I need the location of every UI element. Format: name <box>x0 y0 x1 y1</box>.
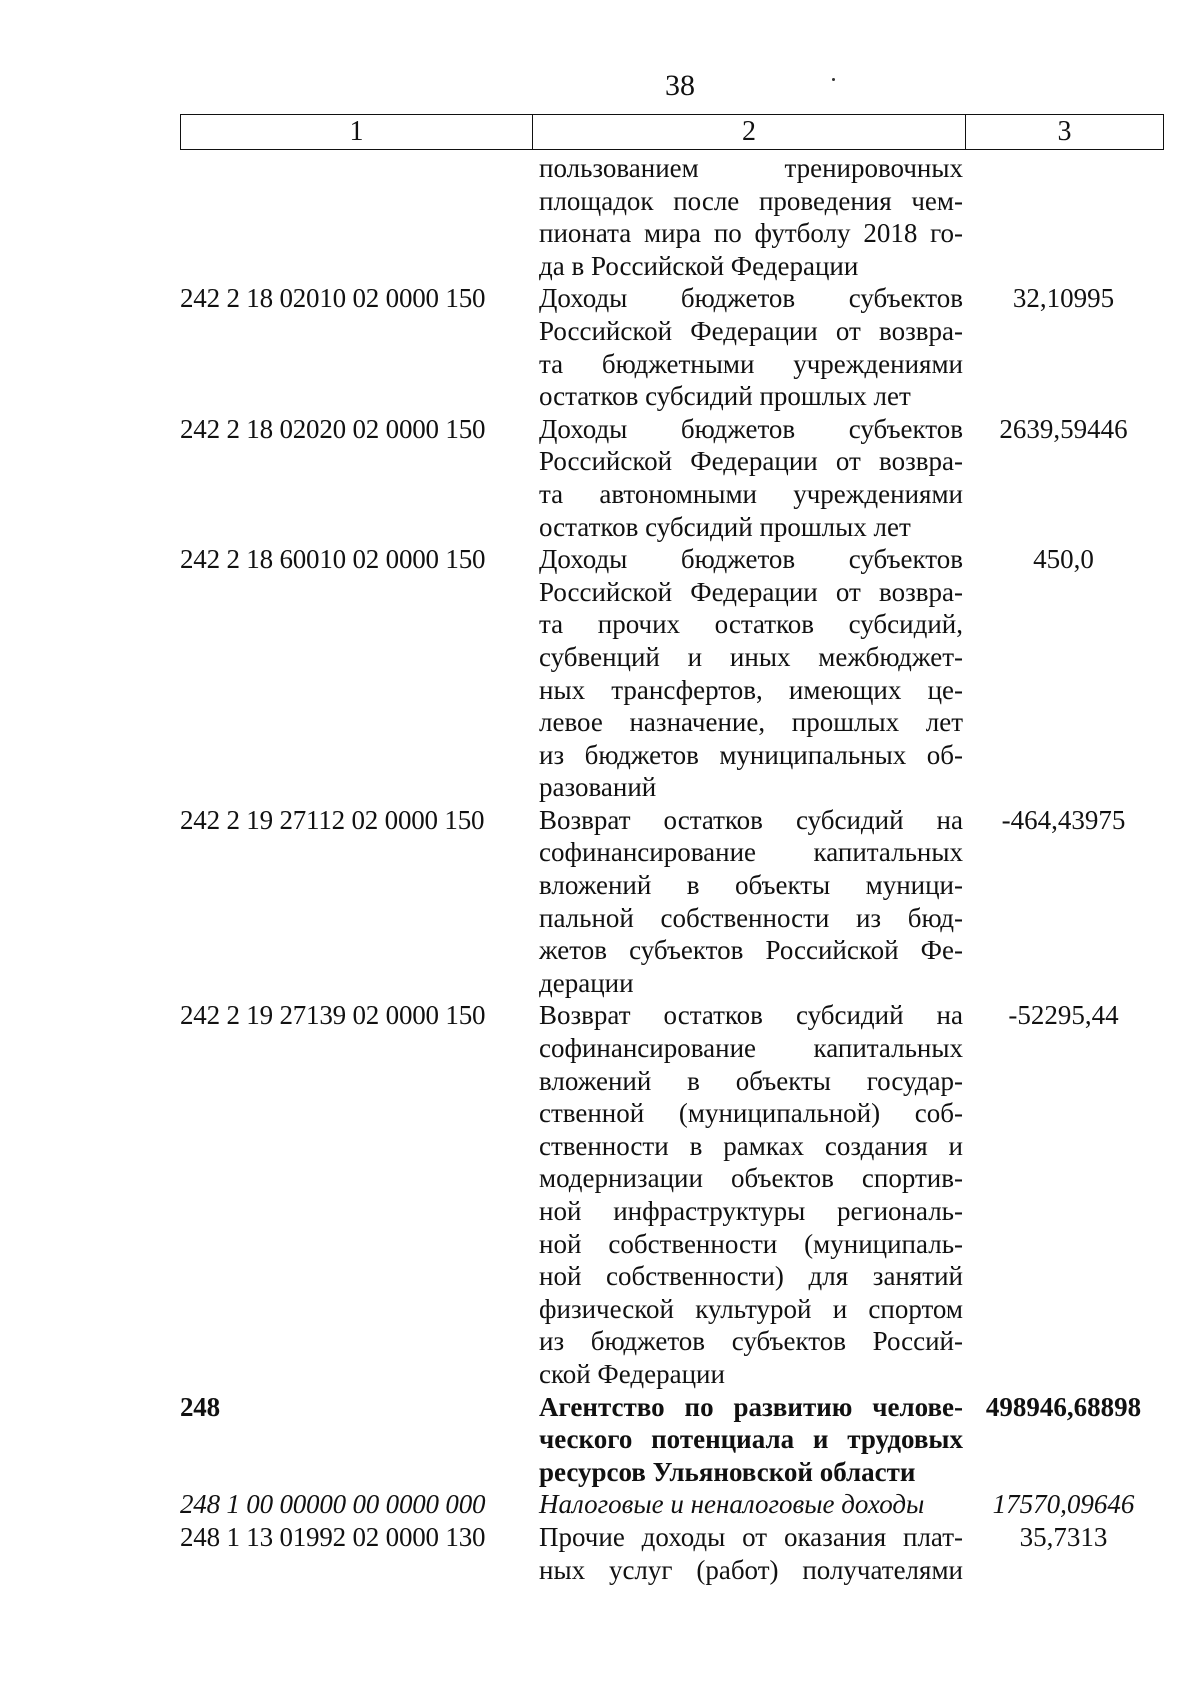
amount: 498946,68898 <box>985 1391 1142 1422</box>
description-line: Возврат остатков субсидий на <box>539 804 963 835</box>
table-row <box>180 999 1164 1390</box>
income-description <box>533 1391 963 1489</box>
description-line: софинансирование капитальных <box>539 837 963 868</box>
table-row <box>180 1488 1164 1521</box>
description-line: ных трансфертов, имеющих це- <box>539 674 963 705</box>
table-row <box>180 152 1164 282</box>
header-col-3: 3 <box>1057 116 1072 147</box>
amount: 35,7313 <box>1019 1521 1108 1552</box>
income-description <box>533 1488 963 1521</box>
description-line: ственной (муниципальной) соб- <box>539 1098 963 1129</box>
table-row <box>180 1391 1164 1489</box>
amount: 2639,59446 <box>999 413 1128 444</box>
income-description <box>533 999 963 1390</box>
income-description <box>533 1521 963 1586</box>
budget-code: 242 2 19 27112 02 0000 150 <box>180 804 485 835</box>
scan-speck <box>832 78 835 81</box>
description-line: ственности в рамках создания и <box>539 1130 963 1161</box>
budget-code: 242 2 18 02010 02 0000 150 <box>180 283 486 314</box>
description-line: жетов субъектов Российской Фе- <box>539 935 963 966</box>
description-line: ресурсов Ульяновской области <box>539 1456 916 1487</box>
description-line: пионата мира по футболу 2018 го- <box>539 218 963 249</box>
description-line: Налоговые и неналоговые доходы <box>539 1489 925 1520</box>
description-line: Российской Федерации от возвра- <box>539 576 963 607</box>
table-header <box>180 114 1164 150</box>
description-line: ной собственности) для занятий <box>539 1261 963 1292</box>
header-col-1: 1 <box>181 115 533 149</box>
budget-code: 242 2 18 60010 02 0000 150 <box>180 544 486 575</box>
table-body <box>180 152 1164 1586</box>
budget-code: 248 1 13 01992 02 0000 130 <box>180 1521 486 1552</box>
description-line: ных услуг (работ) получателями <box>539 1554 963 1585</box>
description-line: та автономными учреждениями <box>539 478 963 509</box>
description-line: та прочих остатков субсидий, <box>539 609 963 640</box>
description-line: остатков субсидий прошлых лет <box>539 511 911 542</box>
amount: -464,43975 <box>1001 804 1126 835</box>
income-description <box>533 804 963 1000</box>
description-line: ской Федерации <box>539 1358 725 1389</box>
description-line: софинансирование капитальных <box>539 1033 963 1064</box>
table-row <box>180 543 1164 804</box>
table-row <box>180 282 1164 412</box>
budget-code: 248 1 00 00000 00 0000 000 <box>180 1489 486 1520</box>
description-line: из бюджетов субъектов Россий- <box>539 1326 963 1357</box>
description-line: ной инфраструктуры региональ- <box>539 1196 963 1226</box>
description-line: пользованием тренировочных <box>539 153 963 183</box>
table-row <box>180 413 1164 543</box>
description-line: левое назначение, прошлых лет <box>539 707 963 738</box>
description-line: вложений в объекты муници- <box>539 870 963 901</box>
description-line: ной собственности (муниципаль- <box>539 1228 963 1259</box>
income-description <box>533 413 963 543</box>
income-description <box>533 543 963 804</box>
budget-code: 242 2 18 02020 02 0000 150 <box>180 413 486 444</box>
header-col-2: 2 <box>533 115 966 149</box>
budget-code: 242 2 19 27139 02 0000 150 <box>180 1000 486 1031</box>
description-line: остатков субсидий прошлых лет <box>539 381 911 412</box>
description-line: вложений в объекты государ- <box>539 1065 963 1096</box>
amount: 32,10995 <box>1012 283 1115 314</box>
description-line: Российской Федерации от возвра- <box>539 315 963 346</box>
description-line: да в Российской Федерации <box>539 250 859 281</box>
description-line: Прочие доходы от оказания плат- <box>539 1521 963 1552</box>
description-line: Возврат остатков субсидий на <box>539 1000 963 1031</box>
description-line: физической культурой и спортом <box>539 1293 963 1324</box>
description-line: дерации <box>539 967 634 998</box>
description-line: Доходы бюджетов субъектов <box>539 283 963 314</box>
income-description <box>533 282 963 412</box>
page-number: 38 <box>665 69 695 102</box>
description-line: Российской Федерации от возвра- <box>539 446 963 477</box>
budget-code: 248 <box>180 1391 220 1422</box>
amount: 17570,09646 <box>992 1489 1135 1520</box>
table-row <box>180 1521 1164 1586</box>
description-line: разований <box>539 772 657 803</box>
description-line: Доходы бюджетов субъектов <box>539 544 963 575</box>
description-line: из бюджетов муниципальных об- <box>539 739 963 770</box>
description-line: субвенций и иных межбюджет- <box>539 641 963 672</box>
description-line: площадок после проведения чем- <box>539 185 963 216</box>
description-line: модернизации объектов спортив- <box>539 1163 963 1194</box>
income-description <box>533 152 963 282</box>
description-line: Агентство по развитию челове- <box>539 1391 963 1422</box>
amount: 450,0 <box>1033 544 1094 575</box>
description-line: та бюджетными учреждениями <box>539 348 963 379</box>
amount: -52295,44 <box>1008 1000 1119 1031</box>
description-line: ческого потенциала и трудовых <box>539 1424 963 1455</box>
table-row <box>180 804 1164 1000</box>
description-line: пальной собственности из бюд- <box>539 902 963 933</box>
description-line: Доходы бюджетов субъектов <box>539 413 963 444</box>
